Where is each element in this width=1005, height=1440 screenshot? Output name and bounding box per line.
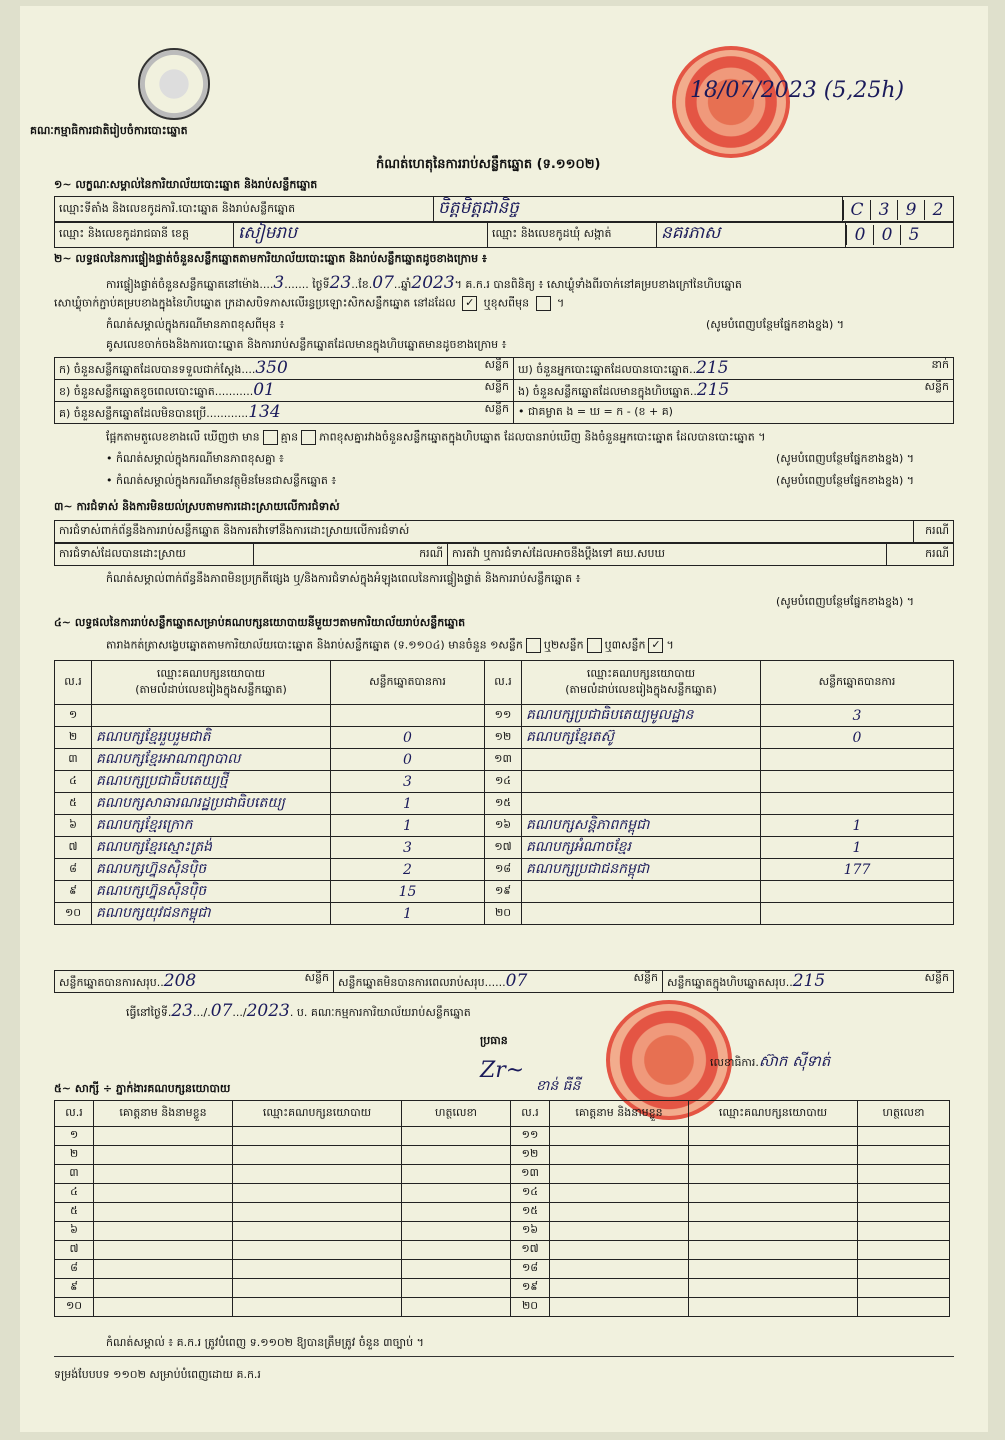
party-name: គណបក្សសន្តិភាពកម្ពុជា xyxy=(522,815,761,837)
witness-no: ១២ xyxy=(511,1146,550,1165)
party-no: ៦ xyxy=(55,815,92,837)
location-value: ចិត្តមិត្តជានិច្ច xyxy=(434,197,843,223)
bullet-note-2: • កំណត់សម្គាល់ក្នុងករណីមានវត្ថុមិនមែនជាសន្លឹកឆ្នោត ៖ (សូមបំពេញបន្ថែមផ្នែកខាងខ្នង) ។ xyxy=(106,474,915,487)
w-col-sign-2: ហត្ថលេខា xyxy=(858,1101,950,1127)
witness-no: ១០ xyxy=(55,1298,94,1317)
witness-party-cell xyxy=(689,1260,858,1279)
ballots-in-box: ង) ចំនួនសន្លឹកឆ្នោតដែលមានក្នុងហិបឆ្នោត..215 សន្លឹក xyxy=(514,380,954,402)
code-digit: 2 xyxy=(924,200,951,220)
w-col-party-2: ឈ្មោះគណបក្សនយោបាយ xyxy=(689,1101,858,1127)
witness-no: ៣ xyxy=(55,1165,94,1184)
witness-party-cell xyxy=(689,1279,858,1298)
witness-sign-cell xyxy=(402,1127,511,1146)
section2-heading: ២~ លទ្ធផលនៃការផ្ទៀងផ្ទាត់ចំនួនសន្លឹកឆ្នោតតាមការិយាល័យបោះឆ្នោត និងរាប់សន្លឹកឆ្នោតដូចខាងក្រោម ៖ xyxy=(54,252,487,265)
w-col-name-2: គោត្តនាម និងនាមខ្លួន xyxy=(550,1101,689,1127)
witness-name-cell xyxy=(94,1146,233,1165)
irregularity-hint: (សូមបំពេញបន្ថែមផ្នែកខាងខ្នង) ។ xyxy=(776,595,915,608)
witness-no: ១ xyxy=(55,1127,94,1146)
party-votes: 1 xyxy=(331,903,485,925)
code-digit: 9 xyxy=(897,200,924,220)
witness-party-cell xyxy=(689,1222,858,1241)
witness-sign-cell xyxy=(858,1279,950,1298)
footer-divider xyxy=(54,1356,954,1357)
witness-row xyxy=(55,1127,950,1146)
code-digit: 3 xyxy=(870,200,897,220)
witness-party-cell xyxy=(233,1222,402,1241)
witness-name-cell xyxy=(94,1241,233,1260)
results-table xyxy=(54,660,954,925)
appeal-cases: ករណី xyxy=(887,544,954,566)
section1-table-row2 xyxy=(54,221,954,248)
party-no: ១៤ xyxy=(485,771,522,793)
party-votes: 3 xyxy=(331,837,485,859)
party-name: គណបក្សហ្វ៊ុនស៊ិនប៉ិច xyxy=(92,881,331,903)
witness-party-cell xyxy=(233,1127,402,1146)
party-name: គណបក្សប្រជាជនកម្ពុជា xyxy=(522,859,761,881)
province-label: ឈ្មោះ និងលេខកូដរាជធានី ខេត្ត xyxy=(55,222,234,248)
witness-party-cell xyxy=(689,1241,858,1260)
one-sheet-checkbox[interactable] xyxy=(526,638,541,653)
total-valid: សន្លឹកឆ្នោតបានការសរុប..208 សន្លឹក xyxy=(55,971,334,993)
party-no: ១៣ xyxy=(485,749,522,771)
code-digit: 0 xyxy=(873,225,900,245)
signing-date: ធ្វើនៅថ្ងៃទី.23.../.07.../2023. ប. គណៈកម្មការការិយាល័យរាប់សន្លឹកឆ្នោត xyxy=(126,1001,471,1021)
irregularity-note: កំណត់សម្គាល់ពាក់ព័ន្ធនឹងភាពមិនប្រក្រតីផ្សេង ឬ/និងការជំទាស់ក្នុងអំឡុងពេលនៃការផ្ទៀងផ្ទាត់ និងការរាប់សន្លឹកឆ្នោត ៖ xyxy=(106,572,581,585)
witness-no: ១៥ xyxy=(511,1203,550,1222)
witness-no: ១៤ xyxy=(511,1184,550,1203)
w-col-no-2: ល.រ xyxy=(511,1101,550,1127)
witness-no: ៩ xyxy=(55,1279,94,1298)
party-name xyxy=(92,705,331,727)
table-row xyxy=(55,881,954,903)
party-votes: 2 xyxy=(331,859,485,881)
party-name: គណបក្សយុវជនកម្ពុជា xyxy=(92,903,331,925)
note-difference: កំណត់សម្គាល់ក្នុងករណីមានភាពខុសពីមុន ៖ (សូមបំពេញបន្ថែមផ្នែកខាងខ្នង) ។ xyxy=(106,318,845,331)
section3-heading: ៣~ ការជំទាស់ និងការមិនយល់ស្របតាមការដោះស្រាយលើការជំទាស់ xyxy=(54,500,340,513)
objection-table-2 xyxy=(54,543,954,566)
witness-no: ១៦ xyxy=(511,1222,550,1241)
party-name: គណបក្សអំណាចខ្មែរ xyxy=(522,837,761,859)
witness-party-cell xyxy=(689,1298,858,1317)
witness-no: ២ xyxy=(55,1146,94,1165)
witness-sign-cell xyxy=(858,1222,950,1241)
witness-no: ២០ xyxy=(511,1298,550,1317)
w-col-name: គោត្តនាម និងនាមខ្លួន xyxy=(94,1101,233,1127)
party-votes xyxy=(761,793,954,815)
witness-name-cell xyxy=(550,1222,689,1241)
witness-name-cell xyxy=(550,1165,689,1184)
witness-sign-cell xyxy=(858,1146,950,1165)
nec-logo xyxy=(138,48,210,120)
witness-sign-cell xyxy=(402,1260,511,1279)
witness-no: ៧ xyxy=(55,1241,94,1260)
witness-row xyxy=(55,1165,950,1184)
col-no-2: ល.រ xyxy=(485,661,522,705)
witness-party-cell xyxy=(689,1184,858,1203)
code-digit: 0 xyxy=(846,225,873,245)
party-name: គណបក្សប្រជាធិបតេយ្យមូលដ្ឋាន xyxy=(522,705,761,727)
party-name xyxy=(522,771,761,793)
witness-name-cell xyxy=(94,1260,233,1279)
witness-name-cell xyxy=(550,1184,689,1203)
witness-sign-cell xyxy=(402,1298,511,1317)
party-votes xyxy=(331,705,485,727)
party-votes xyxy=(761,903,954,925)
witness-party-cell xyxy=(233,1260,402,1279)
chair-name: ខាន់ ធីនី xyxy=(536,1078,581,1094)
party-no: ៩ xyxy=(55,881,92,903)
witness-no: ៤ xyxy=(55,1184,94,1203)
witness-no: ៦ xyxy=(55,1222,94,1241)
witness-sign-cell xyxy=(858,1165,950,1184)
table-row xyxy=(55,727,954,749)
party-no: ២ xyxy=(55,727,92,749)
count-table xyxy=(54,357,954,424)
witness-table xyxy=(54,1100,950,1317)
party-name: គណបក្សសាធារណរដ្ឋប្រជាធិបតេយ្យ xyxy=(92,793,331,815)
witness-sign-cell xyxy=(858,1203,950,1222)
witness-sign-cell xyxy=(858,1127,950,1146)
table-row xyxy=(55,859,954,881)
party-name: គណបក្សខ្មែរតស៊ូ xyxy=(522,727,761,749)
party-votes: 1 xyxy=(761,815,954,837)
party-name: គណបក្សខ្មែររួបរួមជាតិ xyxy=(92,727,331,749)
col-votes: សន្លឹកឆ្នោតបានការ xyxy=(331,661,485,705)
party-no: ១៥ xyxy=(485,793,522,815)
party-votes xyxy=(761,749,954,771)
section1-heading: ១~ លក្ខណៈសម្គាល់នៃការិយាល័យបោះឆ្នោត និងរាប់សន្លឹកឆ្នោត xyxy=(54,178,318,191)
section4-heading: ៤~ លទ្ធផលនៃការរាប់សន្លឹកឆ្នោតសម្រាប់គណបក្សនយោបាយនីមួយៗតាមការិយាល័យរាប់សន្លឹកឆ្នោត xyxy=(54,616,466,629)
chair-label: ប្រធាន xyxy=(480,1034,508,1047)
party-no: ៧ xyxy=(55,837,92,859)
party-name: គណបក្សប្រជាធិបតេយ្យថ្មី xyxy=(92,771,331,793)
table-row xyxy=(55,903,954,925)
party-no: ៥ xyxy=(55,793,92,815)
party-name xyxy=(522,793,761,815)
witness-party-cell xyxy=(233,1165,402,1184)
witness-party-cell xyxy=(689,1146,858,1165)
witness-party-cell xyxy=(233,1298,402,1317)
appeal-label: ការតវ៉ា ឬការជំទាស់ដែលអាចនឹងប្តឹងទៅ គឃ.សបឃ xyxy=(448,544,887,566)
witness-name-cell xyxy=(550,1298,689,1317)
witness-sign-cell xyxy=(402,1279,511,1298)
party-votes: 3 xyxy=(761,705,954,727)
party-votes: 177 xyxy=(761,859,954,881)
witness-name-cell xyxy=(94,1279,233,1298)
unused-ballots: គ) ចំនួនសន្លឹកឆ្នោតដែលមិនបានប្រើ............134 សន្លឹក xyxy=(55,402,514,424)
w-col-no: ល.រ xyxy=(55,1101,94,1127)
table-row xyxy=(55,793,954,815)
objection-row: ការជំទាស់ពាក់ព័ន្ធនឹងការរាប់សន្លឹកឆ្នោត និងការតវ៉ាទៅនឹងការដោះស្រាយលើការជំទាស់ xyxy=(55,521,914,543)
witness-no: ១៩ xyxy=(511,1279,550,1298)
count-intro: គូសលេខចាក់ចងនិងការបោះឆ្នោត និងការរាប់សន្លឹកឆ្នោតដែលមានក្នុងហិបឆ្នោតមានដូចខាងក្រោម ៖ xyxy=(106,338,507,351)
witness-note: កំណត់សម្គាល់ ៖ គ.ក.រ ត្រូវបំពេញ ទ.១១០២ ឱ្យបានត្រឹមត្រូវ ចំនួន ៣ច្បាប់ ។ xyxy=(106,1336,424,1349)
handwritten-date-note: 18/07/2023 (5,25h) xyxy=(690,78,905,103)
witness-name-cell xyxy=(550,1241,689,1260)
resolved-label: ការជំទាស់ដែលបានដោះស្រាយ xyxy=(55,544,254,566)
verification-line: ការផ្ទៀងផ្ទាត់ចំនួនសន្លឹកឆ្នោតនៅម៉ោង....3....... ថ្ងៃទី23..ខែ.07..ឆ្នាំ2023។ គ.ក.រ បានពិនិត្យ ៖ សោឃ្លុំទាំងពីរចាក់នៅគម្របខាងក្រៅនៃហិបឆ្នោត xyxy=(106,273,742,293)
w-col-party: ឈ្មោះគណបក្សនយោបាយ xyxy=(233,1101,402,1127)
witness-sign-cell xyxy=(402,1184,511,1203)
party-no: ១ xyxy=(55,705,92,727)
footer-text: ទម្រង់បែបបទ ១១០២ សម្រាប់បំពេញដោយ គ.ក.រ xyxy=(54,1368,261,1381)
party-name: គណបក្សខ្មែរស្មោះត្រង់ xyxy=(92,837,331,859)
same-checkbox[interactable]: ✓ xyxy=(462,296,477,311)
witness-row xyxy=(55,1279,950,1298)
witness-row xyxy=(55,1146,950,1165)
party-name: គណបក្សខ្មែរក្រោក xyxy=(92,815,331,837)
totals-row xyxy=(54,970,954,993)
witness-sign-cell xyxy=(402,1241,511,1260)
code-digit: 5 xyxy=(900,225,927,245)
party-no: ៤ xyxy=(55,771,92,793)
party-no: ១៩ xyxy=(485,881,522,903)
witness-party-cell xyxy=(233,1146,402,1165)
col-party-2: ឈ្មោះគណបក្សនយោបាយ (តាមលំដាប់លេខរៀងក្នុងសន្លឹកឆ្នោត) xyxy=(522,661,761,705)
form-page xyxy=(20,6,988,1432)
party-no: ១៨ xyxy=(485,859,522,881)
total-box: សន្លឹកឆ្នោតក្នុងហិបឆ្នោតសរុប..215 សន្លឹក xyxy=(663,971,954,993)
witness-party-cell xyxy=(689,1127,858,1146)
party-votes xyxy=(761,881,954,903)
witness-name-cell xyxy=(94,1298,233,1317)
witness-row xyxy=(55,1184,950,1203)
party-votes: 1 xyxy=(761,837,954,859)
resolved-cases: ករណី xyxy=(254,544,448,566)
received-ballots: ក) ចំនួនសន្លឹកឆ្នោតដែលបានទទួលជាក់ស្តែង....350 សន្លឹក xyxy=(55,358,514,380)
witness-name-cell xyxy=(94,1222,233,1241)
party-no: ១៦ xyxy=(485,815,522,837)
party-votes: 15 xyxy=(331,881,485,903)
party-votes xyxy=(761,771,954,793)
lock-line: សោឃ្លុំចាក់ភ្ជាប់គម្របខាងក្នុងនៃហិបឆ្នោត ក្រដាសបិទភាសលើរន្ធប្រឡោះសិកសន្លឹកឆ្នោត នៅដដែល ✓ ឬខុសពីមុន ។ xyxy=(54,296,565,310)
discrepancy-line: ផ្អែកតាមតួលេខខាងលើ ឃើញថា មាន គ្មាន ភាពខុសគ្នារវាងចំនួនសន្លឹកឆ្នោតក្នុងហិបឆ្នោត ដែលបានរាប់ឃើញ និងចំនួនអ្នកបោះឆ្នោត ដែលបានបោះឆ្នោត ។ xyxy=(106,430,766,444)
table-row xyxy=(55,705,954,727)
w-col-sign: ហត្ថលេខា xyxy=(402,1101,511,1127)
three-sheet-checkbox[interactable]: ✓ xyxy=(648,638,663,653)
witness-no: ១៣ xyxy=(511,1165,550,1184)
table-row xyxy=(55,771,954,793)
witness-name-cell xyxy=(550,1146,689,1165)
witness-row xyxy=(55,1222,950,1241)
commune-code xyxy=(846,222,954,248)
summary-sheets-line: តារាងកត់ត្រាសង្ខេបឆ្នោតតាមការិយាល័យបោះឆ្នោត និងរាប់សន្លឹកឆ្នោត (ទ.១១០៤) មានចំនួន ១សន្លឹក ឬ២សន្លឹក ឬ៣សន្លឹក ✓ ។ xyxy=(106,638,674,652)
form-title: កំណត់ហេតុនៃការរាប់សន្លឹកឆ្នោត (ទ.១១០២) xyxy=(376,157,601,172)
two-sheet-checkbox[interactable] xyxy=(587,638,602,653)
witness-name-cell xyxy=(94,1127,233,1146)
witness-no: ១៨ xyxy=(511,1260,550,1279)
col-no: ល.រ xyxy=(55,661,92,705)
party-votes: 0 xyxy=(331,727,485,749)
party-votes: 0 xyxy=(761,727,954,749)
table-row xyxy=(55,815,954,837)
party-votes: 3 xyxy=(331,771,485,793)
chair-signature: Zr~ xyxy=(480,1058,525,1083)
org-name: គណៈកម្មាធិការជាតិរៀបចំការបោះឆ្នោត xyxy=(30,124,188,137)
witness-no: ៨ xyxy=(55,1260,94,1279)
col-party: ឈ្មោះគណបក្សនយោបាយ (តាមលំដាប់លេខរៀងក្នុងសន្លឹកឆ្នោត) xyxy=(92,661,331,705)
party-votes: 1 xyxy=(331,815,485,837)
has-checkbox[interactable] xyxy=(263,430,278,445)
party-name xyxy=(522,903,761,925)
location-label: ឈ្មោះទីតាំង និងលេខកូដការិ.បោះឆ្នោត និងរាប់សន្លឹកឆ្នោត xyxy=(55,197,434,223)
party-name: គណបក្សខ្មែរអាណាព្យាបាល xyxy=(92,749,331,771)
none-checkbox[interactable] xyxy=(301,430,316,445)
witness-sign-cell xyxy=(858,1260,950,1279)
col-votes-2: សន្លឹកឆ្នោតបានការ xyxy=(761,661,954,705)
party-name xyxy=(522,881,761,903)
witness-party-cell xyxy=(233,1184,402,1203)
witness-name-cell xyxy=(94,1184,233,1203)
province-value: សៀមរាប xyxy=(234,222,488,248)
section1-table xyxy=(54,196,954,223)
spoiled-ballots: ខ) ចំនួនសន្លឹកឆ្នោតខូចពេលបោះឆ្នោត...........01 សន្លឹក xyxy=(55,380,514,402)
witness-party-cell xyxy=(233,1279,402,1298)
witness-row xyxy=(55,1241,950,1260)
witness-name-cell xyxy=(550,1127,689,1146)
party-no: ៨ xyxy=(55,859,92,881)
witness-name-cell xyxy=(94,1165,233,1184)
party-no: ១១ xyxy=(485,705,522,727)
commune-value: នគរភាស xyxy=(657,222,846,248)
witness-row xyxy=(55,1203,950,1222)
table-row xyxy=(55,749,954,771)
witness-sign-cell xyxy=(402,1222,511,1241)
commune-label: ឈ្មោះ និងលេខកូដឃុំ សង្កាត់ xyxy=(488,222,657,248)
location-code xyxy=(843,197,954,223)
party-name: គណបក្សហ្វ៊ុនស៊ិនប៉ិច xyxy=(92,859,331,881)
different-checkbox[interactable] xyxy=(536,296,551,311)
party-votes: 0 xyxy=(331,749,485,771)
witness-row xyxy=(55,1260,950,1279)
party-no: ១២ xyxy=(485,727,522,749)
witness-party-cell xyxy=(233,1241,402,1260)
formula: • ជាគម្លាត ង = ឃ = ក - (ខ + គ) xyxy=(514,402,954,424)
total-invalid: សន្លឹកឆ្នោតមិនបានការពេលរាប់សរុប......07 សន្លឹក xyxy=(334,971,663,993)
witness-sign-cell xyxy=(858,1241,950,1260)
objection-table xyxy=(54,520,954,543)
section5-heading: ៥~ សាក្សី ÷ ភ្នាក់ងារគណបក្សនយោបាយ xyxy=(54,1082,231,1095)
party-no: ១០ xyxy=(55,903,92,925)
witness-name-cell xyxy=(550,1260,689,1279)
witness-sign-cell xyxy=(402,1146,511,1165)
witness-sign-cell xyxy=(402,1165,511,1184)
code-digit: C xyxy=(843,200,870,220)
party-votes: 1 xyxy=(331,793,485,815)
witness-name-cell xyxy=(94,1203,233,1222)
bullet-note-1: • កំណត់សម្គាល់ក្នុងករណីមានភាពខុសគ្នា ៖ (សូមបំពេញបន្ថែមផ្នែកខាងខ្នង) ។ xyxy=(106,452,915,465)
witness-party-cell xyxy=(689,1165,858,1184)
party-no: ២០ xyxy=(485,903,522,925)
party-no: ៣ xyxy=(55,749,92,771)
witness-name-cell xyxy=(550,1203,689,1222)
party-no: ១៧ xyxy=(485,837,522,859)
voters-count: ឃ) ចំនួនអ្នកបោះឆ្នោតដែលបានបោះឆ្នោត..215 នាក់ xyxy=(514,358,954,380)
witness-name-cell xyxy=(550,1279,689,1298)
witness-row xyxy=(55,1298,950,1317)
witness-no: ១១ xyxy=(511,1127,550,1146)
witness-sign-cell xyxy=(858,1184,950,1203)
party-name xyxy=(522,749,761,771)
witness-no: ១៧ xyxy=(511,1241,550,1260)
witness-sign-cell xyxy=(402,1203,511,1222)
table-row xyxy=(55,837,954,859)
witness-party-cell xyxy=(689,1203,858,1222)
witness-party-cell xyxy=(233,1203,402,1222)
secretary-label: លេខាធិការ.ស៊ាក ស៊ីទាត់ xyxy=(710,1052,831,1070)
witness-sign-cell xyxy=(858,1298,950,1317)
objection-cases: ករណី xyxy=(913,521,953,543)
witness-no: ៥ xyxy=(55,1203,94,1222)
